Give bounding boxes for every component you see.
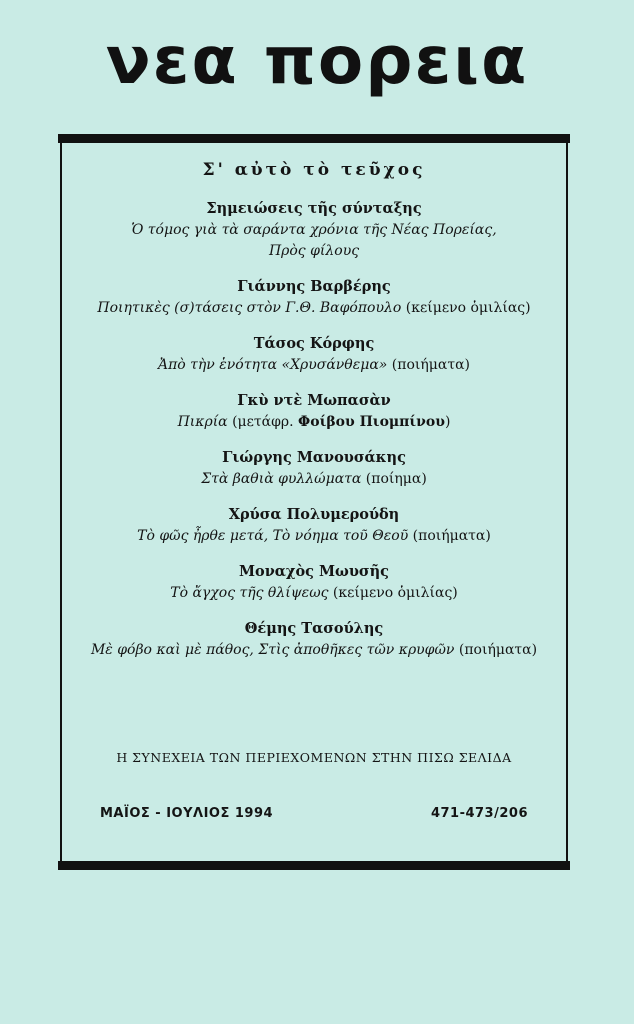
issue-number: 471-473/206 [430, 806, 528, 821]
work-title: Πρὸς φίλους [268, 243, 360, 259]
work-note: (ποιήματα) [387, 357, 470, 373]
entry-work [62, 355, 566, 376]
contents-entry [62, 447, 566, 490]
entry-work [62, 583, 566, 604]
work-note: (μετάφρ. [227, 414, 299, 430]
work-note: (κείμενο ὁμιλίας) [401, 300, 531, 316]
issue-date: ΜΑΪΟΣ - ΙΟΥΛΙΟΣ 1994 [100, 806, 274, 821]
work-title: Μὲ φόβο καὶ μὲ πάθος, Στὶς ἀποθῆκες τῶν κρυφῶν [90, 642, 455, 658]
work-title: Τὸ ἄγχος τῆς θλίψεως [170, 585, 329, 601]
contents-entry [62, 390, 566, 433]
entry-author: Γκὺ ντὲ Μωπασὰν [237, 392, 391, 409]
top-rule [58, 134, 570, 143]
entry-author: Γιώργης Μανουσάκης [222, 449, 406, 466]
translator-name: Φοίβου Πιομπίνου [298, 414, 445, 430]
contents-entry [62, 504, 566, 547]
work-note: (κείμενο ὁμιλίας) [328, 585, 458, 601]
note-close: ) [444, 414, 451, 430]
entry-work [62, 526, 566, 547]
table-of-contents [62, 160, 566, 675]
entry-work [62, 298, 566, 319]
work-note: (ποίημα) [361, 471, 427, 487]
work-note: (ποιήματα) [454, 642, 538, 658]
entry-work [62, 469, 566, 490]
entry-author: Μοναχὸς Μωυσῆς [238, 563, 389, 580]
entry-author: Γιάννης Βαρβέρης [237, 278, 391, 295]
entry-work [62, 640, 566, 661]
contents-entries [62, 198, 566, 661]
work-title: Ποιητικὲς (σ)τάσεις στὸν Γ.Θ. Βαφόπουλο [97, 300, 402, 316]
work-title: Ὁ τόμος γιὰ τὰ σαράντα χρόνια τῆς Νέας Πορείας, [131, 222, 497, 238]
issue-footer [100, 806, 528, 821]
contents-entry [62, 198, 566, 262]
magazine-title: νεα πορεια [105, 22, 529, 99]
entry-author: Σημειώσεις τῆς σύνταξης [206, 200, 422, 217]
entry-work [62, 241, 566, 262]
contents-entry [62, 276, 566, 319]
work-title: Ἀπὸ τὴν ἑνότητα «Χρυσάνθεμα» [157, 357, 388, 373]
contents-heading: Σ' αὐτὸ τὸ τεῦχος [202, 160, 426, 180]
work-title: Πικρία [177, 414, 228, 430]
entry-work [62, 220, 566, 241]
entry-author: Θέμης Τασούλης [244, 620, 384, 637]
contents-entry [62, 618, 566, 661]
entry-author: Χρύσα Πολυμερούδη [228, 506, 400, 523]
entry-work [62, 412, 566, 433]
work-note: (ποιήματα) [408, 528, 491, 544]
entry-author: Τάσος Κόρφης [253, 335, 375, 352]
contents-entry [62, 333, 566, 376]
bottom-rule [58, 861, 570, 870]
contents-entry [62, 561, 566, 604]
work-title: Τὸ φῶς ἦρθε μετά, Τὸ νόημα τοῦ Θεοῦ [137, 528, 409, 544]
work-title: Στὰ βαθιὰ φυλλώματα [201, 471, 362, 487]
continuation-note: Η ΣΥΝΕΧΕΙΑ ΤΩΝ ΠΕΡΙΕΧΟΜΕΝΩΝ ΣΤΗΝ ΠΙΣΩ ΣΕΛΙΔΑ [116, 750, 512, 765]
